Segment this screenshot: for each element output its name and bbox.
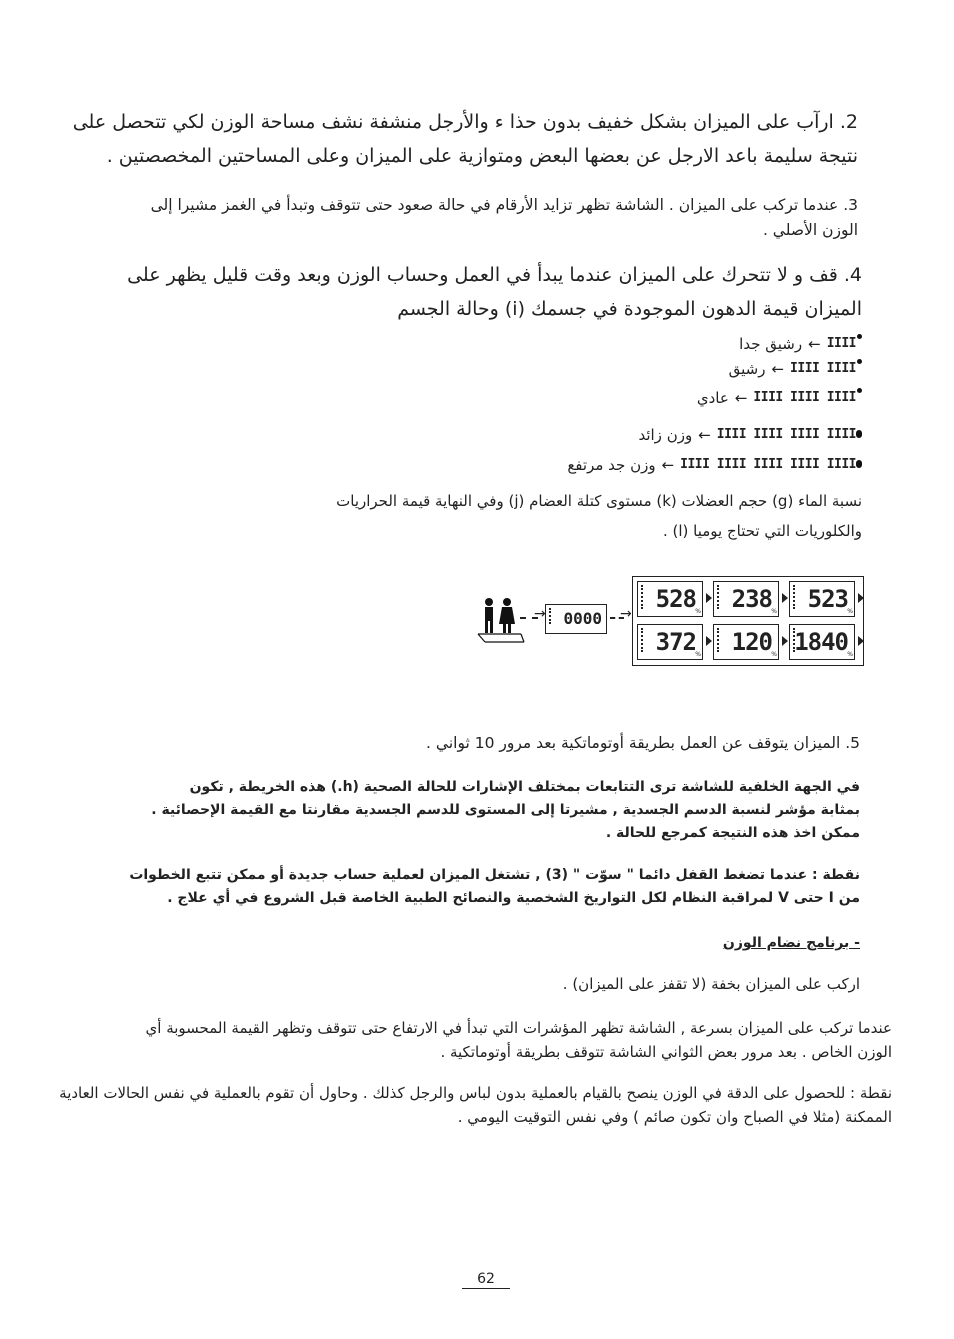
level-label: عادي	[696, 389, 729, 407]
level-label: رشيق جدا	[739, 335, 803, 353]
level-bars: IIII IIII IIII IIII IIII	[680, 455, 862, 475]
start-display: 0000	[545, 604, 607, 634]
step-2-text: 2. ارآب على الميزان بشكل خفيف بدون حذا ء والأرجل منشفة نشف مساحة الوزن لكي تتحصل على نتيجة سليمة باعد الارجل عن بعضها البعض ومتوازية على الميزان وعلى المساحتين المخصصتين .	[72, 111, 858, 167]
fat-level-5	[567, 455, 862, 475]
arrow-left-icon: ←	[698, 426, 711, 444]
program-line-3: نقطة : للحصول على الدقة في الوزن ينصح بالقيام بالعملية بدون لباس والرجل كذلك . وحاول أن تقوم بالعملية في نفس الحالات العادية الممكنة (مثلا في الصباح وان تكون صائم ) وفي نفس التوقيت اليومي .	[59, 1084, 892, 1126]
level-label: رشيق	[728, 360, 766, 378]
fat-level-2	[729, 359, 862, 379]
arrow-left-icon: ←	[734, 389, 748, 407]
level-bars: IIII	[827, 334, 862, 354]
back-screen-text: في الجهة الخلفية للشاشة ترى التتابعات بمختلف الإشارات للحالة الصحية (h.) هذه الخريطة , تكون بمثابة مؤشر لنسبة الدسم الجسدية , مشيرتا إلى المستوى للدسم الجسدية مقارنتا مع القيمة الإحصائية . ممكن اخذ هذه النتيجة كمرجع للحالة .	[151, 779, 860, 841]
step-3-text: 3. عندما تركب على الميزان . الشاشة تظهر تزايد الأرقام في حالة صعود حتى تتوقف وتبدأ في الغمز مشيرا إلى الوزن الأصلي .	[150, 196, 858, 239]
fat-level-3	[697, 388, 862, 408]
level-bars: IIII IIII IIII	[753, 388, 862, 408]
program-line-1: اركب على الميزان بخفة (لا تقفز على الميزان) .	[562, 975, 860, 993]
lcd-muscle: 523 %	[789, 581, 855, 617]
level-bars: IIII IIII IIII IIII	[717, 425, 862, 445]
page-number: 62	[462, 1270, 510, 1289]
level-label: وزن زائد	[638, 426, 693, 444]
note-text: نقطة : عندما تضغط القفل دائما " سوّت " (3) , تشتغل الميزان لعملية حساب جديدة أو ممكن تتبع الخطوات من I حتى V لمراقبة النظام لكل التواريخ الشخصية والنصائح الطبية الخاصة قبل الشروع في أي علاج .	[129, 867, 860, 906]
lcd-bmr: 120 %	[713, 624, 779, 660]
step-5-text: 5. الميزان يتوقف عن العمل بطريقة أوتوماتكية بعد مرور 10 ثواني .	[426, 734, 860, 752]
lcd-fat: 528 %	[637, 581, 703, 617]
arrow-right-icon: →	[620, 606, 632, 622]
couple-icon	[477, 596, 527, 644]
lcd-calories: 1840 %	[789, 624, 855, 660]
fat-level-4	[638, 425, 862, 445]
fat-level-1	[739, 334, 862, 354]
program-heading: - برنامج نضام الوزن	[722, 935, 860, 951]
body-shape-icon	[856, 430, 862, 438]
arrow-right-icon: →	[534, 606, 546, 622]
step-4-text: 4. قف و لا تتحرك على الميزان عندما يبدأ في العمل وحساب الوزن وبعد وقت قليل يظهر على الميزان قيمة الدهون الموجودة في جسمك (i) وحالة الجسم	[127, 264, 862, 320]
lcd-bone: 372 %	[637, 624, 703, 660]
water-muscle-text: نسبة الماء (g) حجم العضلات (k) مستوى كتلة العضام (j) وفي النهاية قيمة الحراريات والكلوريات التي تحتاج يوميا (l) .	[336, 492, 862, 540]
program-line-2: عندما تركب على الميزان بسرعة , الشاشة تظهر المؤشرات التي تبدأ في الارتفاع حتى تتوقف وتظهر القيمة المحسوبة أي الوزن الخاص . بعد مرور بعض الثواني الشاشة تتوقف بطريقة أوتوماتكية .	[145, 1019, 892, 1061]
level-label: وزن جد مرتفع	[567, 456, 656, 474]
arrow-left-icon: ←	[771, 360, 785, 378]
results-panel	[632, 576, 864, 666]
lcd-water: 238 %	[713, 581, 779, 617]
arrow-left-icon: ←	[661, 456, 675, 474]
level-bars: IIII IIII	[790, 359, 862, 379]
arrow-left-icon: ←	[808, 335, 821, 353]
body-shape-icon	[856, 460, 862, 468]
